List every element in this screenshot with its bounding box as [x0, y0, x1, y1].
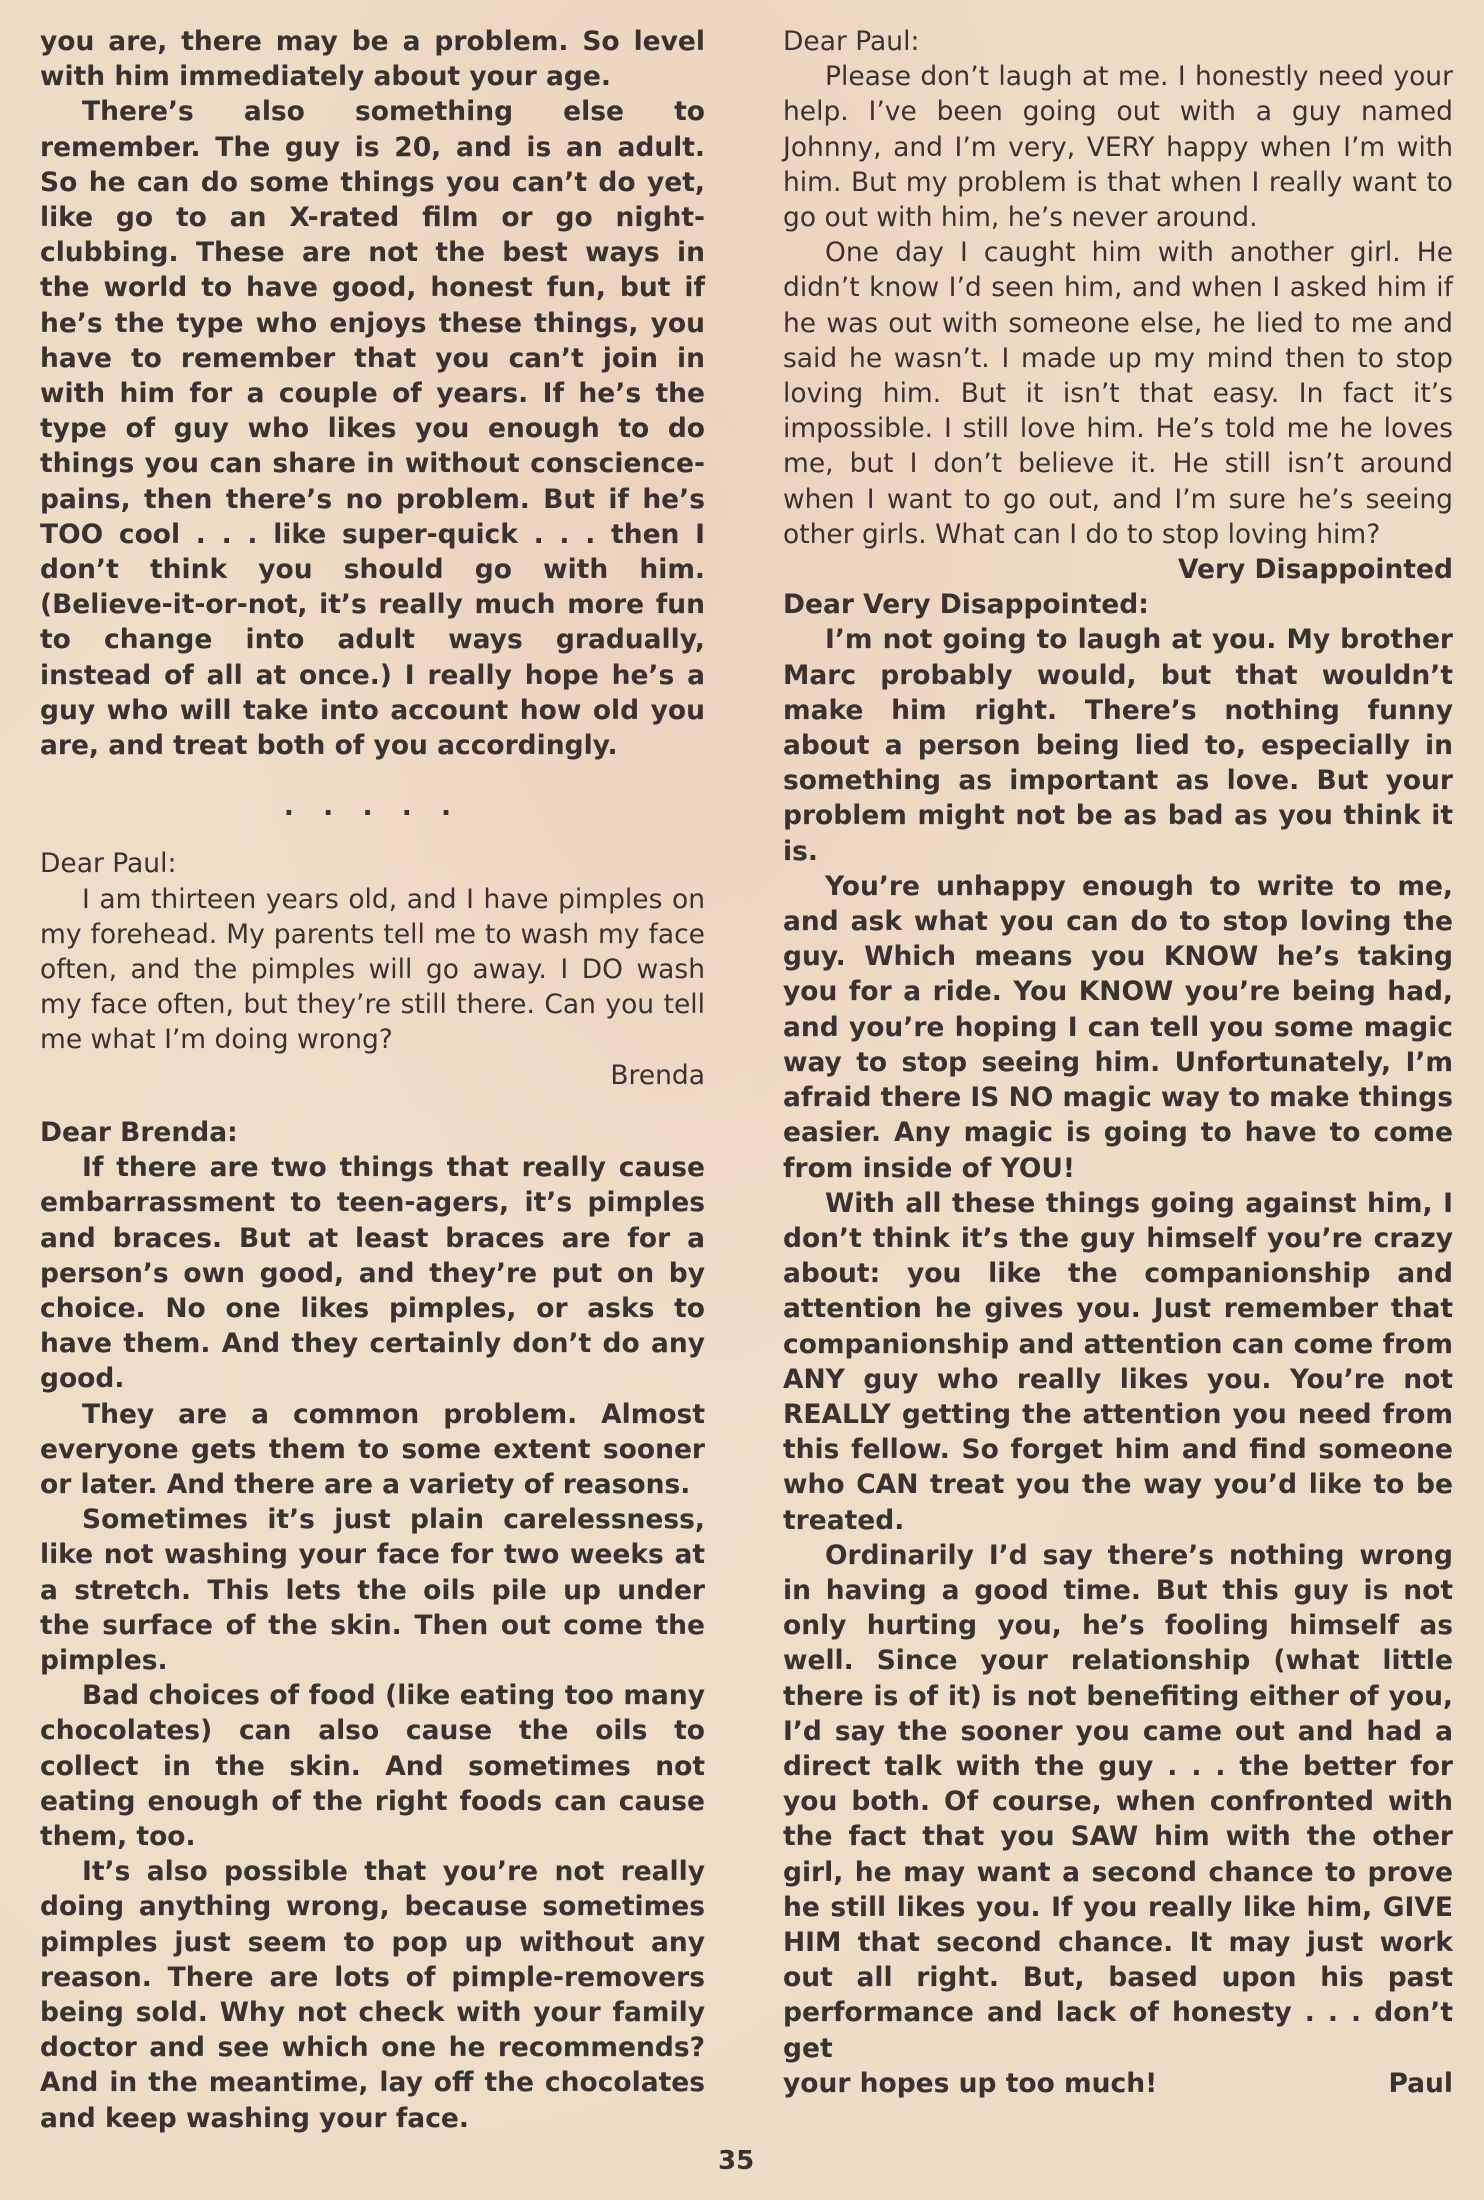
letter-salutation: Dear Paul: [40, 848, 177, 880]
reply-paragraph: Sometimes it’s just plain carelessness, like not washing your face for two weeks at a stretch. This lets the oils pile up under the surface of the skin. Then out come the pimples. [40, 1504, 705, 1676]
reply-paragraph: Bad choices of food (like eating too many chocolates) can also cause the oils to collect in the skin. And sometimes not eating enough of the right foods can cause them, too. [40, 1680, 705, 1852]
right-column [783, 24, 1453, 2101]
letter-salutation: Dear Paul: [783, 26, 920, 57]
left-column [40, 24, 705, 2136]
reply-paragraph: It’s also possible that you’re not really doing anything wrong, because sometimes pimples just seem to pop up without any reason. There are lots of pimple-removers being sold. Why not check with your family doctor and see which one he recommends? And in the meantime, lay off the chocolates and keep washing your face. [40, 1856, 705, 2134]
reply-signature: Paul [1388, 2067, 1453, 2099]
reply-paragraph: They are a common problem. Almost everyone gets them to some extent sooner or later. And there are a variety of reasons. [40, 1398, 705, 1500]
page-number: 35 [718, 2146, 755, 2176]
reply-paragraph: I’m not going to laugh at you. My brother Marc probably would, but that wouldn’t make him right. There’s nothing funny about a person being lied to, especially in something as important as love. But your problem might not be as bad as you think it is. [783, 624, 1453, 867]
reply-salutation: Dear Very Disappointed: [783, 589, 1149, 621]
reply-salutation: Dear Brenda: [40, 1116, 238, 1148]
reply-paragraph: Ordinarily I’d say there’s nothing wrong in having a good time. But this guy is not only hurting you, he’s fooling himself as well. Since your relationship (what little there is of it) is not benefiting either of you, I’d say the sooner you came out and had a direct talk with the guy . . . the better for you both. Of course, when confronted with the fact that you SAW him with the other girl, he may want a second chance to prove he still likes you. If you really like him, GIVE HIM that second chance. It may just work out all right. But, based upon his past performance and lack of honesty . . . don’t get [783, 1539, 1453, 2064]
reply-paragraph: With all these things going against him, I don’t think it’s the guy himself you’re crazy about: you like the companionship and attention he gives you. Just remember that companionship and attention can come from ANY guy who really likes you. You’re not REALLY getting the attention you need from this fellow. So forget him and find someone who CAN treat you the way you’d like to be treated. [783, 1187, 1453, 1536]
section-separator: . . . . . [283, 791, 462, 823]
letter-body: One day I caught him with another girl. He didn’t know I’d seen him, and when I asked him if he was out with someone else, he lied to me and said he wasn’t. I made up my mind then to stop loving him. But it isn’t that easy. In fact it’s impossible. I still love him. He’s told me he loves me, but I don’t believe it. He still isn’t around when I want to go out, and I’m sure he’s seeing other girls. What can I do to stop loving him? [783, 237, 1453, 550]
reply-paragraph: If there are two things that really cause embarrassment to teen-agers, it’s pimples and braces. But at least braces are for a person’s own good, and they’re put on by choice. No one likes pimples, or asks to have them. And they certainly don’t do any good. [40, 1152, 705, 1395]
continued-reply-paragraph: you are, there may be a problem. So level with him immediately about your age. [40, 26, 705, 93]
reply-paragraph: You’re unhappy enough to write to me, and ask what you can do to stop loving the guy. Which means you KNOW he’s taking you for a ride. You KNOW you’re being had, and you’re hoping I can tell you some magic way to stop seeing him. Unfortunately, I’m afraid there IS NO magic way to make things easier. Any magic is going to have to come from inside of YOU! [783, 870, 1453, 1184]
reply-closing-line [783, 2066, 1453, 2101]
reply-closing-text: your hopes up too much! [783, 2067, 1158, 2099]
letter-signature: Very Disappointed [1177, 554, 1453, 586]
letter-body: I am thirteen years old, and I have pimples on my forehead. My parents tell me to wash my face often, and the pimples will go away. I DO wash my face often, but they’re still there. Can you tell me what I’m doing wrong? [40, 883, 705, 1056]
reply-paragraph: There’s also something else to remember. The guy is 20, and is an adult. So he can do some things you can’t do yet, like go to an X-rated film or go night-clubbing. These are not the best ways in the world to have good, honest fun, but if he’s the type who enjoys these things, you have to remember that you can’t join in with him for a couple of years. If he’s the type of guy who likes you enough to do things you can share in without conscience-pains, then there’s no problem. But if he’s TOO cool . . . like super-quick . . . then I don’t think you should go with him. (Believe-it-or-not, it’s really much more fun to change into adult ways gradually, instead of all at once.) I really hope he’s a guy who will take into account how old you are, and treat both of you accordingly. [40, 96, 705, 762]
letter-body: Please don’t laugh at me. I honestly need your help. I’ve been going out with a guy named Johnny, and I’m very, VERY happy when I’m with him. But my problem is that when I really want to go out with him, he’s never around. [783, 61, 1453, 234]
letter-signature: Brenda [610, 1059, 705, 1091]
